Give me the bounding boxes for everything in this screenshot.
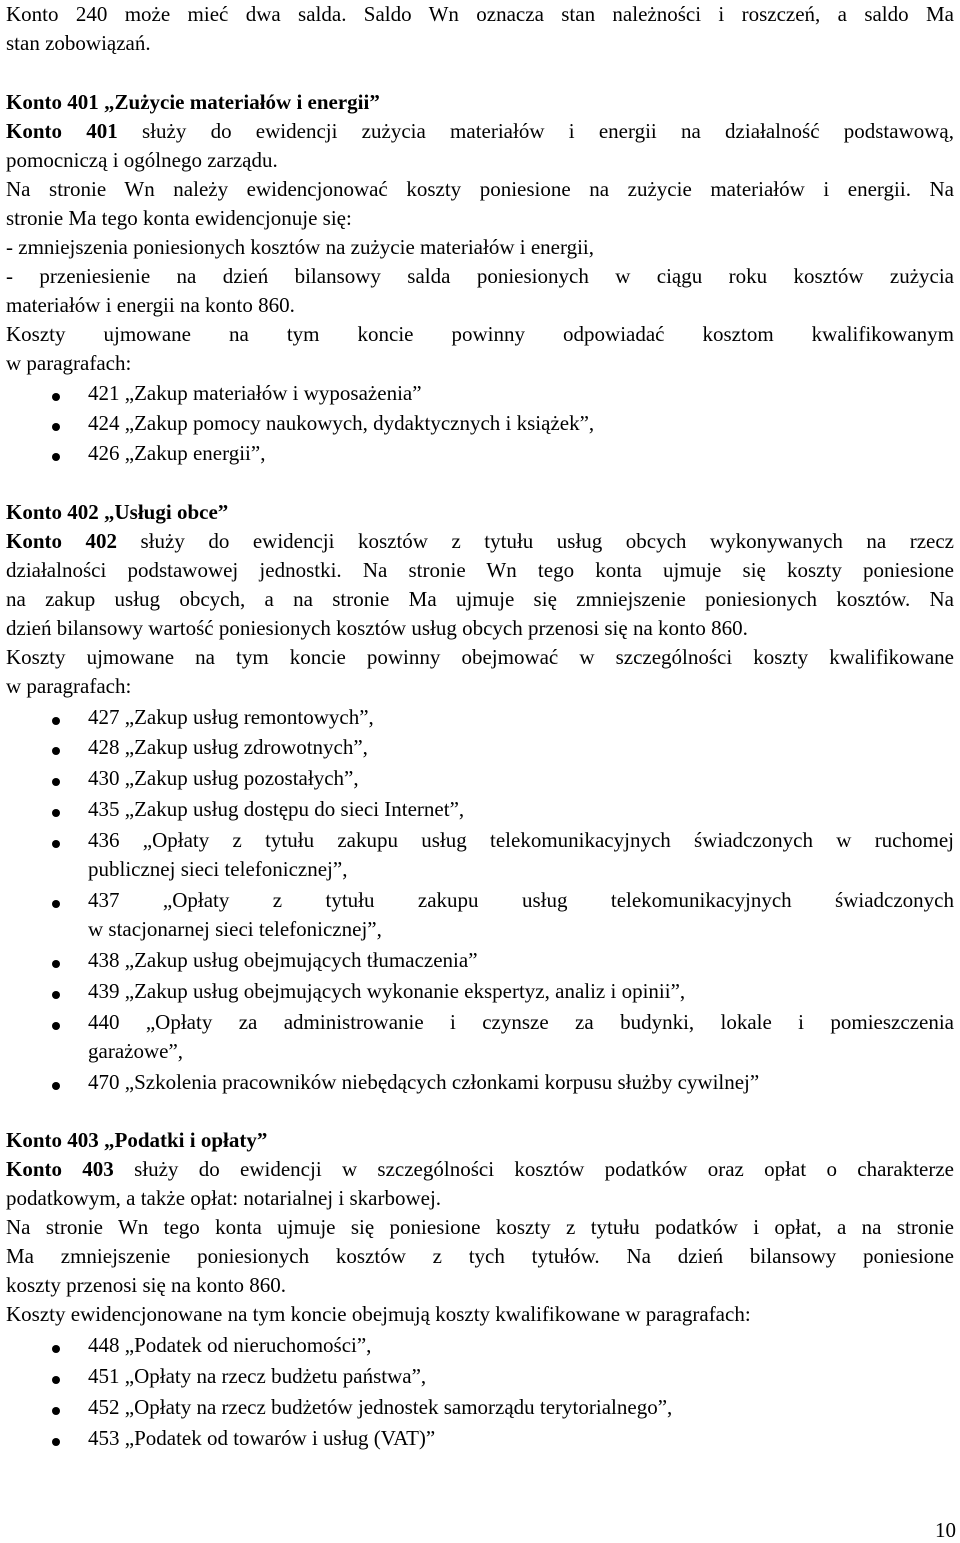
paragraph-line: stronie Ma tego konta ewidencjonuje się: xyxy=(6,206,352,230)
bullet-icon xyxy=(52,900,60,908)
list-item-text: 439 „Zakup usług obejmujących wykonanie ekspertyz, analiz i opinii”, xyxy=(88,979,686,1003)
list-item xyxy=(6,1362,954,1392)
list-item-text: 448 „Podatek od nieruchomości”, xyxy=(88,1333,372,1357)
bullet-icon xyxy=(52,778,60,786)
bullet-icon xyxy=(52,1438,60,1446)
text: służy do ewidencji kosztów z tytułu usług obcych wykonywanych na rzecz xyxy=(117,529,954,553)
bullet-icon xyxy=(52,1022,60,1030)
list-item-text: garażowe”, xyxy=(88,1039,184,1063)
paragraph-line: - zmniejszenia poniesionych kosztów na zużycie materiałów i energii, xyxy=(6,235,594,259)
list-item xyxy=(6,733,954,763)
list-item-continuation xyxy=(6,1037,954,1067)
bullet-icon xyxy=(52,717,60,725)
list-item-text: 440 „Opłaty za administrowanie i czynsze za budynki, lokale i pomieszczenia xyxy=(88,1010,954,1034)
list-item-continuation xyxy=(6,855,954,885)
bullet-icon xyxy=(52,960,60,968)
paragraph-line: materiałów i energii na konto 860. xyxy=(6,293,295,317)
bullet-icon xyxy=(52,809,60,817)
paragraph-line: Koszty ewidencjonowane na tym koncie obejmują koszty kwalifikowane w paragrafach: xyxy=(6,1302,751,1326)
list-item xyxy=(6,977,954,1007)
list-item-text: w stacjonarnej sieci telefonicznej”, xyxy=(88,917,382,941)
paragraph-line xyxy=(6,117,954,146)
list-item-text: 436 „Opłaty z tytułu zakupu usług telekomunikacyjnych świadczonych w ruchomej xyxy=(88,828,954,852)
paragraph-line: Na stronie Wn tego konta ujmuje się poniesione koszty z tytułu podatków i opłat, a na stronie xyxy=(6,1215,954,1239)
bullet-icon xyxy=(52,991,60,999)
paragraph-line: działalności podstawowej jednostki. Na stronie Wn tego konta ujmuje się koszty poniesione xyxy=(6,558,954,582)
intro-line: stan zobowiązań. xyxy=(6,31,151,55)
list-item-text: 438 „Zakup usług obejmujących tłumaczenia” xyxy=(88,948,478,972)
paragraph-line: na zakup usług obcych, a na stronie Ma ujmuje się zmniejszenie poniesionych kosztów. Na xyxy=(6,587,954,611)
list-item-text: 430 „Zakup usług pozostałych”, xyxy=(88,766,359,790)
list-item-text: 427 „Zakup usług remontowych”, xyxy=(88,705,374,729)
list-item xyxy=(6,439,954,469)
account-label: Konto 403 xyxy=(6,1157,114,1181)
paragraph-line: Koszty ujmowane na tym koncie powinny obejmować w szczególności koszty kwalifikowane xyxy=(6,645,954,669)
list-item-continuation xyxy=(6,915,954,945)
list-item-text: 428 „Zakup usług zdrowotnych”, xyxy=(88,735,368,759)
list-item-text: 424 „Zakup pomocy naukowych, dydaktycznych i książek”, xyxy=(88,411,595,435)
bullet-icon xyxy=(52,453,60,461)
paragraph-line xyxy=(6,527,954,556)
paragraph-line: - przeniesienie na dzień bilansowy salda poniesionych w ciągu roku kosztów zużycia xyxy=(6,264,954,288)
heading-text: Konto 402 „Usługi obce” xyxy=(6,500,229,524)
paragraph-line: Ma zmniejszenie poniesionych kosztów z tych tytułów. Na dzień bilansowy poniesione xyxy=(6,1244,954,1268)
heading-text: Konto 401 „Zużycie materiałów i energii” xyxy=(6,90,380,114)
bullet-icon xyxy=(52,840,60,848)
bullet-icon xyxy=(52,747,60,755)
heading-text: Konto 403 „Podatki i opłaty” xyxy=(6,1128,268,1152)
list-item xyxy=(6,886,954,916)
paragraph-line: podatkowym, a także opłat: notarialnej i skarbowej. xyxy=(6,1186,442,1210)
text: służy do ewidencji w szczególności kosztów podatków oraz opłat o charakterze xyxy=(113,1157,954,1181)
list-item-text: 426 „Zakup energii”, xyxy=(88,441,266,465)
paragraph-line: w paragrafach: xyxy=(6,351,132,375)
bullet-icon xyxy=(52,1376,60,1384)
list-item xyxy=(6,1331,954,1361)
list-item xyxy=(6,409,954,439)
list-item xyxy=(6,946,954,976)
paragraph-line: w paragrafach: xyxy=(6,674,132,698)
paragraph-line: Koszty ujmowane na tym koncie powinny odpowiadać kosztom kwalifikowanym xyxy=(6,322,954,346)
bullet-icon xyxy=(52,1082,60,1090)
list-item-text: 421 „Zakup materiałów i wyposażenia” xyxy=(88,381,422,405)
paragraph-line: pomocniczą i ogólnego zarządu. xyxy=(6,148,278,172)
bullet-icon xyxy=(52,1407,60,1415)
page-number: 10 xyxy=(935,1518,956,1542)
list-item xyxy=(6,1068,954,1098)
intro-line: Konto 240 może mieć dwa salda. Saldo Wn oznacza stan należności i roszczeń, a saldo Ma xyxy=(6,2,954,26)
list-item-text: 435 „Zakup usług dostępu do sieci Internet”, xyxy=(88,797,465,821)
list-item xyxy=(6,1393,954,1423)
list-item xyxy=(6,703,954,733)
account-label: Konto 401 xyxy=(6,119,118,143)
list-item xyxy=(6,764,954,794)
list-item-text: 437 „Opłaty z tytułu zakupu usług telekomunikacyjnych świadczonych xyxy=(88,888,954,912)
bullet-icon xyxy=(52,1345,60,1353)
text: służy do ewidencji zużycia materiałów i energii na działalność podstawową, xyxy=(117,119,954,143)
list-item-text: 453 „Podatek od towarów i usług (VAT)” xyxy=(88,1426,436,1450)
paragraph-line xyxy=(6,1155,954,1184)
bullet-icon xyxy=(52,423,60,431)
bullet-icon xyxy=(52,393,60,401)
account-label: Konto 402 xyxy=(6,529,118,553)
list-item xyxy=(6,379,954,409)
list-item xyxy=(6,795,954,825)
list-item xyxy=(6,826,954,856)
list-item-text: 452 „Opłaty na rzecz budżetów jednostek samorządu terytorialnego”, xyxy=(88,1395,673,1419)
paragraph-line: Na stronie Wn należy ewidencjonować koszty poniesione na zużycie materiałów i energii. Na xyxy=(6,177,954,201)
list-item-text: 451 „Opłaty na rzecz budżetu państwa”, xyxy=(88,1364,427,1388)
section-heading-402 xyxy=(6,498,954,527)
section-heading-403 xyxy=(6,1126,954,1155)
list-item-text: publicznej sieci telefonicznej”, xyxy=(88,857,348,881)
list-item xyxy=(6,1424,954,1454)
paragraph-line: dzień bilansowy wartość poniesionych kosztów usług obcych przenosi się na konto 860. xyxy=(6,616,748,640)
list-item xyxy=(6,1008,954,1038)
section-heading-401 xyxy=(6,88,954,117)
paragraph-line: koszty przenosi się na konto 860. xyxy=(6,1273,286,1297)
list-item-text: 470 „Szkolenia pracowników niebędących członkami korpusu służby cywilnej” xyxy=(88,1070,760,1094)
